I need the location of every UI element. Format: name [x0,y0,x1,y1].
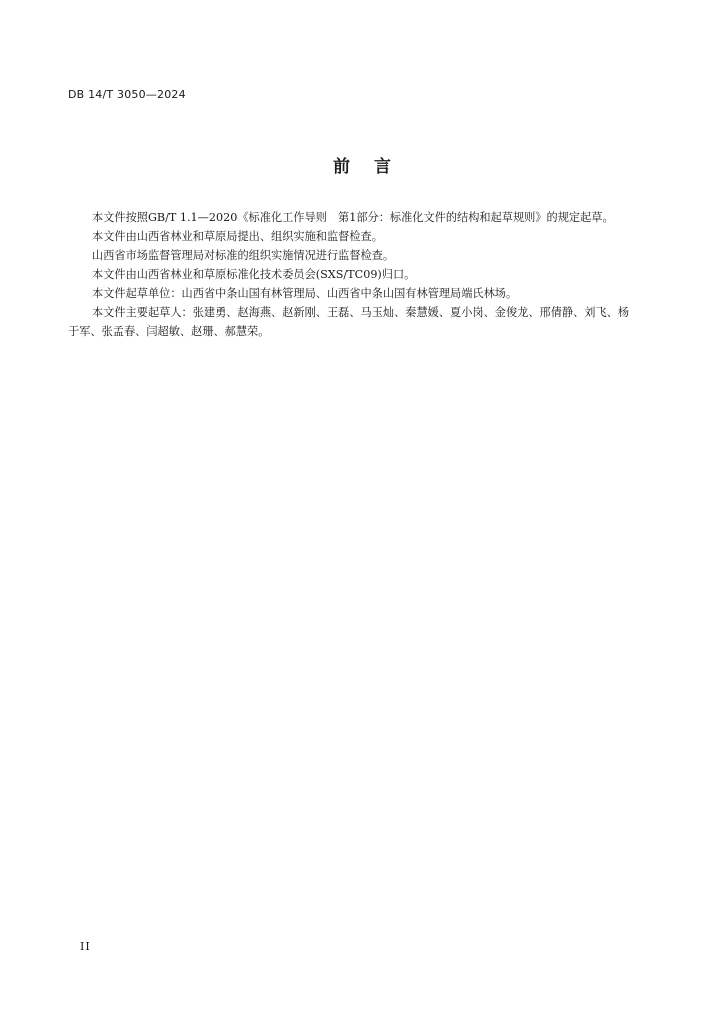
foreword-body [68,208,640,341]
paragraph-technical-committee: 本文件由山西省林业和草原标准化技术委员会(SXS/TC09)归口。 [92,268,416,281]
page-number: II [80,940,91,953]
paragraph-drafting-rules: 本文件按照GB/T 1.1—2020《标准化工作导则 第1部分：标准化文件的结构和起草规则》的规定起草。 [92,211,614,224]
paragraph-drafting-units: 本文件起草单位：山西省中条山国有林管理局、山西省中条山国有林管理局端氏林场。 [92,287,518,300]
paragraph-proposer: 本文件由山西省林业和草原局提出、组织实施和监督检查。 [92,230,383,243]
paragraph-drafters: 本文件主要起草人：张建勇、赵海燕、赵新刚、王磊、马玉灿、秦慧媛、夏小岗、金俊龙、邢倩静、刘飞、杨于军、张孟春、闫超敏、赵珊、郝慧荣。 [68,306,630,338]
page-title: 前 言 [333,157,391,177]
document-id: DB 14/T 3050—2024 [68,88,186,101]
paragraph-supervisor: 山西省市场监督管理局对标准的组织实施情况进行监督检查。 [92,249,395,262]
